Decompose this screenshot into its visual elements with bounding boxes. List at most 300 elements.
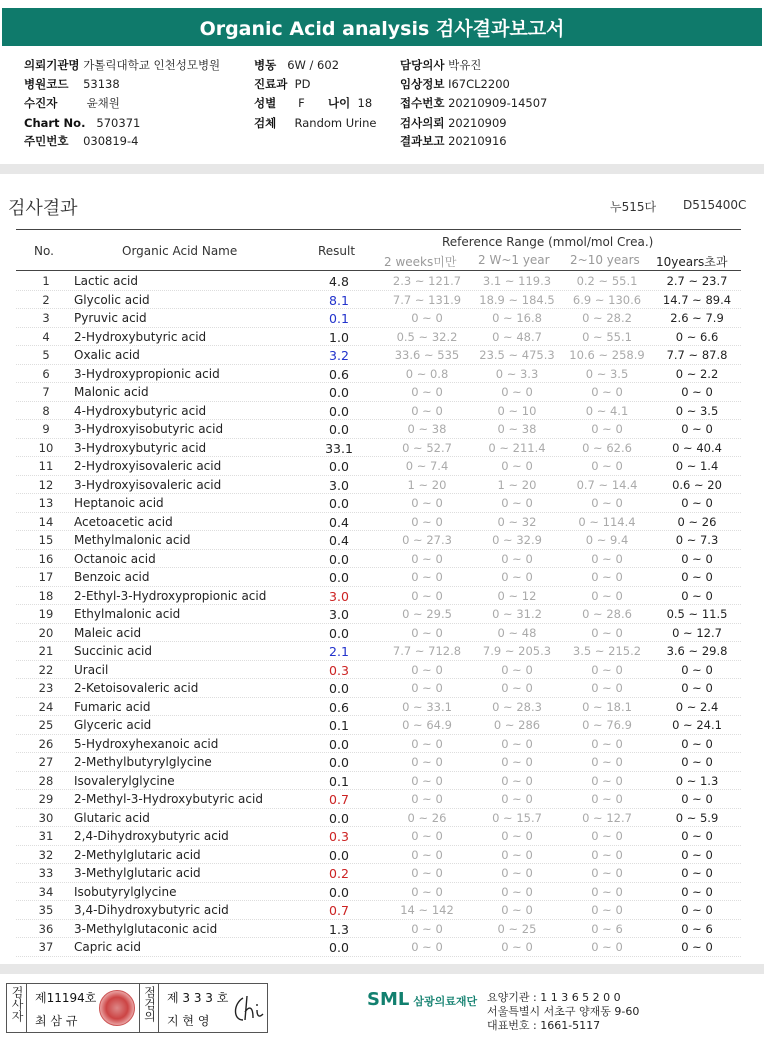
age-label: 나이	[328, 96, 351, 110]
range-2-10y: 0 ~ 0	[591, 588, 623, 603]
range-under-2-weeks: 0 ~ 0	[411, 755, 443, 769]
table-row	[16, 790, 741, 809]
acid-name: 2-Ketoisovaleric acid	[74, 681, 199, 695]
range-2-10y: 0 ~ 0	[591, 459, 623, 473]
specimen-label: 검체	[254, 116, 277, 130]
ward-value: 가톨릭대학교 인천성모병원	[83, 58, 221, 72]
result-value: 0.0	[329, 422, 349, 437]
request-label: 검사의뢰	[400, 116, 445, 130]
range-over-10y: 0 ~ 0	[681, 829, 713, 843]
range-over-10y: 0 ~ 0	[681, 588, 713, 603]
acid-name: Capric acid	[74, 940, 141, 954]
result-value: 0.3	[329, 829, 349, 844]
acid-name: Glyceric acid	[74, 718, 152, 732]
acid-name: Methylmalonic acid	[74, 533, 191, 547]
acid-name: 5-Hydroxyhexanoic acid	[74, 736, 219, 751]
row-number: 8	[42, 403, 50, 418]
range-2w-1y: 0 ~ 0	[501, 792, 533, 806]
row-number: 21	[38, 644, 54, 658]
result-value: 0.4	[329, 514, 349, 530]
table-row	[16, 661, 741, 680]
range-2-10y: 0 ~ 0	[591, 847, 623, 862]
result-value: 3.2	[329, 348, 349, 363]
row-number: 25	[38, 718, 54, 732]
table-row	[16, 735, 741, 754]
acid-name: 2-Hydroxyisovaleric acid	[74, 459, 222, 473]
range-over-10y: 0 ~ 1.3	[675, 773, 719, 788]
range-under-2-weeks: 0 ~ 0	[411, 736, 443, 751]
acid-name: Glutaric acid	[74, 810, 150, 825]
range-2-10y: 0 ~ 62.6	[582, 440, 632, 455]
row-number: 7	[42, 385, 50, 399]
range-over-10y: 2.6 ~ 7.9	[670, 311, 724, 325]
range-over-10y: 3.6 ~ 29.8	[666, 644, 728, 658]
range-2-10y: 0 ~ 18.1	[582, 699, 632, 714]
range-over-10y: 0 ~ 0	[681, 940, 713, 954]
range-over-10y: 7.7 ~ 87.8	[666, 348, 728, 362]
range-2-10y: 10.6 ~ 258.9	[569, 348, 645, 362]
sml-logo	[367, 989, 477, 1010]
range-over-10y: 0.5 ~ 11.5	[666, 607, 728, 621]
acid-name: Pyruvic acid	[74, 311, 147, 325]
result-value: 0.4	[329, 533, 349, 548]
row-number: 26	[38, 736, 54, 751]
range-under-2-weeks: 0 ~ 26	[407, 810, 447, 825]
table-row	[16, 809, 741, 828]
signature-box	[6, 983, 268, 1033]
table-row	[16, 272, 741, 291]
range-over-10y: 0 ~ 1.4	[675, 459, 719, 473]
range-over-10y: 0 ~ 0	[681, 903, 713, 917]
table-row	[16, 716, 741, 735]
doctor-label: 담당의사	[400, 58, 445, 72]
table-row	[16, 920, 741, 939]
acid-name: 2,4-Dihydroxybutyric acid	[74, 829, 229, 843]
range-2w-1y: 0 ~ 0	[501, 829, 533, 843]
range-under-2-weeks: 33.6 ~ 535	[394, 348, 460, 362]
range-2w-1y: 0 ~ 0	[501, 496, 533, 510]
range-under-2-weeks: 0 ~ 0	[411, 385, 443, 399]
range-over-10y: 0 ~ 0	[681, 496, 713, 510]
row-number: 2	[42, 292, 50, 307]
logo-text: SML	[367, 989, 410, 1010]
acid-name: Uracil	[74, 662, 109, 677]
row-number: 20	[38, 625, 54, 640]
range-2-10y: 0 ~ 0	[591, 940, 623, 954]
range-2-10y: 0 ~ 0	[591, 385, 623, 399]
row-number: 34	[38, 884, 54, 899]
row-number: 1	[42, 274, 50, 288]
table-row	[16, 402, 741, 421]
range-under-2-weeks: 0 ~ 0	[411, 884, 443, 899]
result-value: 0.2	[329, 866, 349, 881]
range-2-10y: 0 ~ 0	[591, 736, 623, 751]
ward2-value: 6W / 602	[287, 58, 340, 72]
header-no: No.	[34, 244, 54, 258]
range-over-10y: 0 ~ 0	[681, 681, 713, 695]
range-under-2-weeks: 14 ~ 142	[400, 903, 454, 917]
range-over-10y: 0 ~ 3.5	[675, 403, 719, 418]
row-number: 28	[38, 773, 54, 788]
result-value: 1.3	[329, 921, 349, 937]
range-2w-1y: 0 ~ 0	[501, 755, 533, 769]
collector-value: 윤채원	[86, 96, 120, 110]
range-2w-1y: 0 ~ 16.8	[492, 311, 542, 325]
range-over-10y: 0 ~ 7.3	[675, 533, 719, 547]
range-2-10y: 0.2 ~ 55.1	[576, 274, 638, 288]
range-over-10y: 0 ~ 0	[681, 551, 713, 566]
table-row	[16, 827, 741, 846]
range-under-2-weeks: 0 ~ 0	[411, 625, 443, 640]
range-2-10y: 0 ~ 0	[591, 755, 623, 769]
result-value: 1.0	[329, 329, 349, 345]
dept-label: 진료과	[254, 77, 288, 91]
range-2w-1y: 0 ~ 48	[497, 625, 537, 640]
range-under-2-weeks: 0 ~ 0	[411, 551, 443, 566]
examiner-license: 제11194호	[35, 991, 97, 1005]
acid-name: 3,4-Dihydroxybutyric acid	[74, 903, 229, 917]
range-2-10y: 0 ~ 28.2	[582, 311, 632, 325]
acid-name: 2-Methylglutaric acid	[74, 847, 201, 862]
table-row	[16, 457, 741, 476]
section-title: 검사결과	[8, 198, 78, 219]
range-2w-1y: 0 ~ 0	[501, 385, 533, 399]
range-over-10y: 0 ~ 0	[681, 570, 713, 584]
range-under-2-weeks: 0 ~ 0	[411, 403, 443, 418]
acid-name: Benzoic acid	[74, 570, 150, 584]
range-2w-1y: 1 ~ 20	[497, 477, 537, 492]
logo-subtext: 삼광의료재단	[413, 995, 478, 1008]
acid-name: Malonic acid	[74, 385, 149, 399]
acid-name: Octanoic acid	[74, 551, 156, 566]
range-under-2-weeks: 0 ~ 0	[411, 829, 443, 843]
range-2w-1y: 0 ~ 0	[501, 551, 533, 566]
result-value: 0.1	[329, 773, 349, 789]
divider-band	[0, 164, 764, 174]
sex-value: F	[298, 96, 305, 110]
acid-name: 4-Hydroxybutyric acid	[74, 403, 207, 418]
result-value: 3.0	[329, 607, 349, 622]
acid-name: Maleic acid	[74, 625, 142, 640]
doctor-value: 박유진	[448, 58, 482, 72]
range-2w-1y: 0 ~ 25	[497, 921, 537, 936]
acid-name: Ethylmalonic acid	[74, 607, 181, 621]
range-under-2-weeks: 0 ~ 0	[411, 681, 443, 695]
range-2-10y: 0 ~ 0	[591, 625, 623, 640]
range-under-2-weeks: 0 ~ 0	[411, 514, 443, 529]
range-2-10y: 0 ~ 3.5	[585, 366, 629, 381]
range-2w-1y: 0 ~ 0	[501, 903, 533, 917]
table-row	[16, 901, 741, 920]
section-code-1: 누515다	[610, 200, 657, 214]
header-age-2: 2 W~1 year	[478, 253, 550, 267]
table-row	[16, 883, 741, 902]
range-under-2-weeks: 1 ~ 20	[407, 477, 447, 492]
row-number: 29	[38, 792, 54, 806]
range-2-10y: 0 ~ 0	[591, 903, 623, 917]
row-number: 10	[38, 440, 54, 455]
age-value: 18	[357, 96, 373, 110]
hospital-code-label: 병원코드	[24, 77, 69, 91]
row-number: 31	[38, 829, 54, 843]
range-under-2-weeks: 0 ~ 0	[411, 496, 443, 510]
institution-code: 요양기관 : 1 1 3 6 5 2 0 0	[487, 991, 621, 1004]
range-under-2-weeks: 0 ~ 64.9	[402, 718, 452, 732]
acid-name: 2-Methyl-3-Hydroxybutyric acid	[74, 792, 263, 806]
row-number: 13	[38, 496, 54, 510]
range-2w-1y: 0 ~ 286	[493, 718, 541, 732]
range-under-2-weeks: 0 ~ 27.3	[402, 533, 452, 547]
range-2w-1y: 0 ~ 32.9	[492, 533, 542, 547]
table-row	[16, 550, 741, 569]
row-number: 37	[38, 940, 54, 954]
range-over-10y: 0 ~ 0	[681, 792, 713, 806]
range-2-10y: 0 ~ 28.6	[582, 607, 632, 621]
range-2w-1y: 0 ~ 0	[501, 773, 533, 788]
range-2w-1y: 0 ~ 38	[497, 422, 537, 436]
range-2-10y: 0 ~ 0	[591, 662, 623, 677]
header-age-1: 2 weeks미만	[384, 255, 457, 269]
receipt-label: 접수번호	[400, 96, 445, 110]
table-header-rule	[16, 270, 741, 271]
row-number: 4	[42, 329, 50, 344]
row-number: 35	[38, 903, 54, 917]
result-value: 0.1	[329, 718, 349, 733]
range-over-10y: 0 ~ 6.6	[675, 329, 719, 344]
table-row	[16, 420, 741, 439]
range-over-10y: 0 ~ 0	[681, 866, 713, 880]
range-over-10y: 0 ~ 0	[681, 422, 713, 436]
range-2w-1y: 0 ~ 0	[501, 847, 533, 862]
row-number: 22	[38, 662, 54, 677]
table-row	[16, 624, 741, 643]
range-2-10y: 0 ~ 9.4	[585, 533, 629, 547]
result-value: 0.6	[329, 699, 349, 715]
range-2-10y: 0.7 ~ 14.4	[576, 477, 638, 492]
range-2-10y: 0 ~ 114.4	[578, 514, 636, 529]
result-value: 0.7	[329, 903, 349, 918]
result-value: 0.3	[329, 662, 349, 678]
range-over-10y: 0.6 ~ 20	[672, 477, 722, 492]
range-2w-1y: 0 ~ 0	[501, 459, 533, 473]
header-result: Result	[318, 244, 356, 258]
table-row	[16, 531, 741, 550]
row-number: 11	[38, 459, 54, 473]
range-over-10y: 0 ~ 0	[681, 755, 713, 769]
result-value: 0.7	[329, 792, 349, 807]
result-value: 33.1	[325, 440, 353, 456]
result-table	[16, 272, 741, 957]
clinic-label: 임상정보	[400, 77, 445, 91]
table-row	[16, 587, 741, 606]
range-2-10y: 0 ~ 0	[591, 866, 623, 880]
range-2-10y: 0 ~ 0	[591, 551, 623, 566]
acid-name: Isovalerylglycine	[74, 773, 175, 788]
examiner-name: 최 삼 규	[35, 1014, 78, 1028]
range-under-2-weeks: 0 ~ 0.8	[405, 366, 449, 381]
range-over-10y: 0 ~ 0	[681, 884, 713, 899]
range-2w-1y: 0 ~ 0	[501, 681, 533, 695]
acid-name: 3-Methylglutaconic acid	[74, 921, 218, 936]
table-row	[16, 309, 741, 328]
collector-label: 수진자	[24, 96, 58, 110]
report-title: Organic Acid analysis 검사결과보고서	[2, 8, 762, 46]
range-2-10y: 0 ~ 0	[591, 792, 623, 806]
result-value: 0.0	[329, 884, 349, 900]
header-age-4: 10years초과	[656, 255, 728, 269]
table-row	[16, 642, 741, 661]
range-over-10y: 0 ~ 26	[677, 514, 717, 529]
row-number: 5	[42, 348, 50, 362]
header-age-3: 2~10 years	[570, 253, 640, 267]
range-2-10y: 0 ~ 0	[591, 681, 623, 695]
acid-name: 3-Hydroxybutyric acid	[74, 440, 207, 455]
range-over-10y: 0 ~ 2.4	[675, 699, 719, 714]
range-under-2-weeks: 0 ~ 0	[411, 866, 443, 880]
range-2w-1y: 0 ~ 32	[497, 514, 537, 529]
table-row	[16, 346, 741, 365]
range-under-2-weeks: 0 ~ 0	[411, 792, 443, 806]
reviewer-label	[139, 984, 159, 1032]
result-value: 0.1	[329, 311, 349, 326]
report-date-value: 20210916	[448, 134, 507, 148]
request-value: 20210909	[448, 116, 507, 130]
range-over-10y: 0 ~ 40.4	[672, 440, 722, 455]
examiner-label-text: 검사자	[10, 986, 24, 1022]
range-2-10y: 6.9 ~ 130.6	[572, 292, 642, 307]
result-value: 0.0	[329, 570, 349, 585]
result-value: 3.0	[329, 588, 349, 604]
result-value: 0.0	[329, 736, 349, 752]
clinic-value: I67CL2200	[448, 77, 510, 91]
row-number: 3	[42, 311, 50, 325]
acid-name: Acetoacetic acid	[74, 514, 173, 529]
table-top-rule	[16, 229, 741, 230]
range-over-10y: 14.7 ~ 89.4	[662, 292, 732, 307]
range-under-2-weeks: 0 ~ 0	[411, 773, 443, 788]
acid-name: Succinic acid	[74, 644, 153, 658]
acid-name: Fumaric acid	[74, 699, 151, 714]
row-number: 16	[38, 551, 54, 566]
result-value: 0.0	[329, 681, 349, 696]
range-under-2-weeks: 0 ~ 0	[411, 940, 443, 954]
range-over-10y: 0 ~ 2.2	[675, 366, 719, 381]
range-under-2-weeks: 0 ~ 29.5	[402, 607, 452, 621]
range-under-2-weeks: 0 ~ 0	[411, 921, 443, 936]
table-row	[16, 476, 741, 495]
result-value: 0.0	[329, 847, 349, 863]
result-value: 0.6	[329, 366, 349, 382]
range-2-10y: 0 ~ 76.9	[582, 718, 632, 732]
range-2w-1y: 0 ~ 12	[497, 588, 537, 603]
range-under-2-weeks: 0 ~ 52.7	[402, 440, 452, 455]
reviewer-signature	[229, 990, 265, 1026]
table-row	[16, 494, 741, 513]
row-number: 36	[38, 921, 54, 936]
range-2w-1y: 0 ~ 0	[501, 662, 533, 677]
footer	[2, 975, 762, 1037]
row-number: 14	[38, 514, 54, 529]
row-number: 17	[38, 570, 54, 584]
range-2w-1y: 23.5 ~ 475.3	[479, 348, 555, 362]
table-row	[16, 846, 741, 865]
result-value: 2.1	[329, 644, 349, 659]
range-2-10y: 0 ~ 12.7	[582, 810, 632, 825]
idno-value: 030819-4	[83, 134, 139, 148]
acid-name: 3-Hydroxyisovaleric acid	[74, 477, 222, 492]
row-number: 24	[38, 699, 54, 714]
range-2-10y: 0 ~ 0	[591, 773, 623, 788]
table-row	[16, 439, 741, 458]
row-number: 19	[38, 607, 54, 621]
result-value: 0.0	[329, 551, 349, 567]
range-2-10y: 0 ~ 55.1	[582, 329, 632, 344]
acid-name: 2-Methylbutyrylglycine	[74, 755, 212, 769]
footer-band	[0, 964, 764, 974]
range-2w-1y: 0 ~ 15.7	[492, 810, 542, 825]
result-value: 0.0	[329, 459, 349, 474]
section-code-2: D515400C	[683, 198, 747, 212]
range-over-10y: 0 ~ 0	[681, 847, 713, 862]
acid-name: Lactic acid	[74, 274, 138, 288]
acid-name: 3-Hydroxyisobutyric acid	[74, 422, 224, 436]
range-over-10y: 0 ~ 0	[681, 736, 713, 751]
range-2w-1y: 0 ~ 211.4	[488, 440, 546, 455]
chart-value: 570371	[96, 116, 141, 130]
table-row	[16, 938, 741, 957]
range-2w-1y: 0 ~ 0	[501, 884, 533, 899]
acid-name: Glycolic acid	[74, 292, 150, 307]
range-under-2-weeks: 0 ~ 0	[411, 847, 443, 862]
range-under-2-weeks: 0 ~ 7.4	[405, 459, 449, 473]
table-row	[16, 513, 741, 532]
header-reference: Reference Range (mmol/mol Crea.)	[442, 235, 654, 249]
acid-name: Oxalic acid	[74, 348, 140, 362]
table-row	[16, 328, 741, 347]
range-under-2-weeks: 0 ~ 38	[407, 422, 447, 436]
specimen-value: Random Urine	[294, 116, 377, 130]
range-2-10y: 0 ~ 0	[591, 829, 623, 843]
row-number: 33	[38, 866, 54, 880]
acid-name: 2-Ethyl-3-Hydroxypropionic acid	[74, 588, 267, 603]
patient-info	[24, 56, 754, 152]
row-number: 18	[38, 588, 54, 603]
range-2-10y: 0 ~ 0	[591, 496, 623, 510]
range-over-10y: 0 ~ 0	[681, 385, 713, 399]
result-value: 0.0	[329, 625, 349, 641]
result-value: 4.8	[329, 274, 349, 289]
range-2w-1y: 0 ~ 3.3	[495, 366, 539, 381]
acid-name: 2-Hydroxybutyric acid	[74, 329, 207, 344]
range-2w-1y: 0 ~ 0	[501, 866, 533, 880]
chart-label: Chart No.	[24, 116, 86, 130]
acid-name: Isobutyrylglycine	[74, 884, 177, 899]
reviewer-license: 제 3 3 3 호	[167, 991, 229, 1005]
range-under-2-weeks: 0 ~ 33.1	[402, 699, 452, 714]
table-row	[16, 291, 741, 310]
range-2w-1y: 0 ~ 0	[501, 940, 533, 954]
acid-name: 3-Methylglutaric acid	[74, 866, 201, 880]
report-date-label: 결과보고	[400, 134, 445, 148]
row-number: 12	[38, 477, 54, 492]
acid-name: Heptanoic acid	[74, 496, 164, 510]
range-under-2-weeks: 0.5 ~ 32.2	[396, 329, 458, 344]
institution-phone: 대표번호 : 1661-5117	[487, 1019, 601, 1032]
range-2-10y: 0 ~ 0	[591, 422, 623, 436]
range-2-10y: 0 ~ 0	[591, 570, 623, 584]
examiner-label	[7, 984, 27, 1032]
range-2-10y: 3.5 ~ 215.2	[572, 644, 642, 658]
